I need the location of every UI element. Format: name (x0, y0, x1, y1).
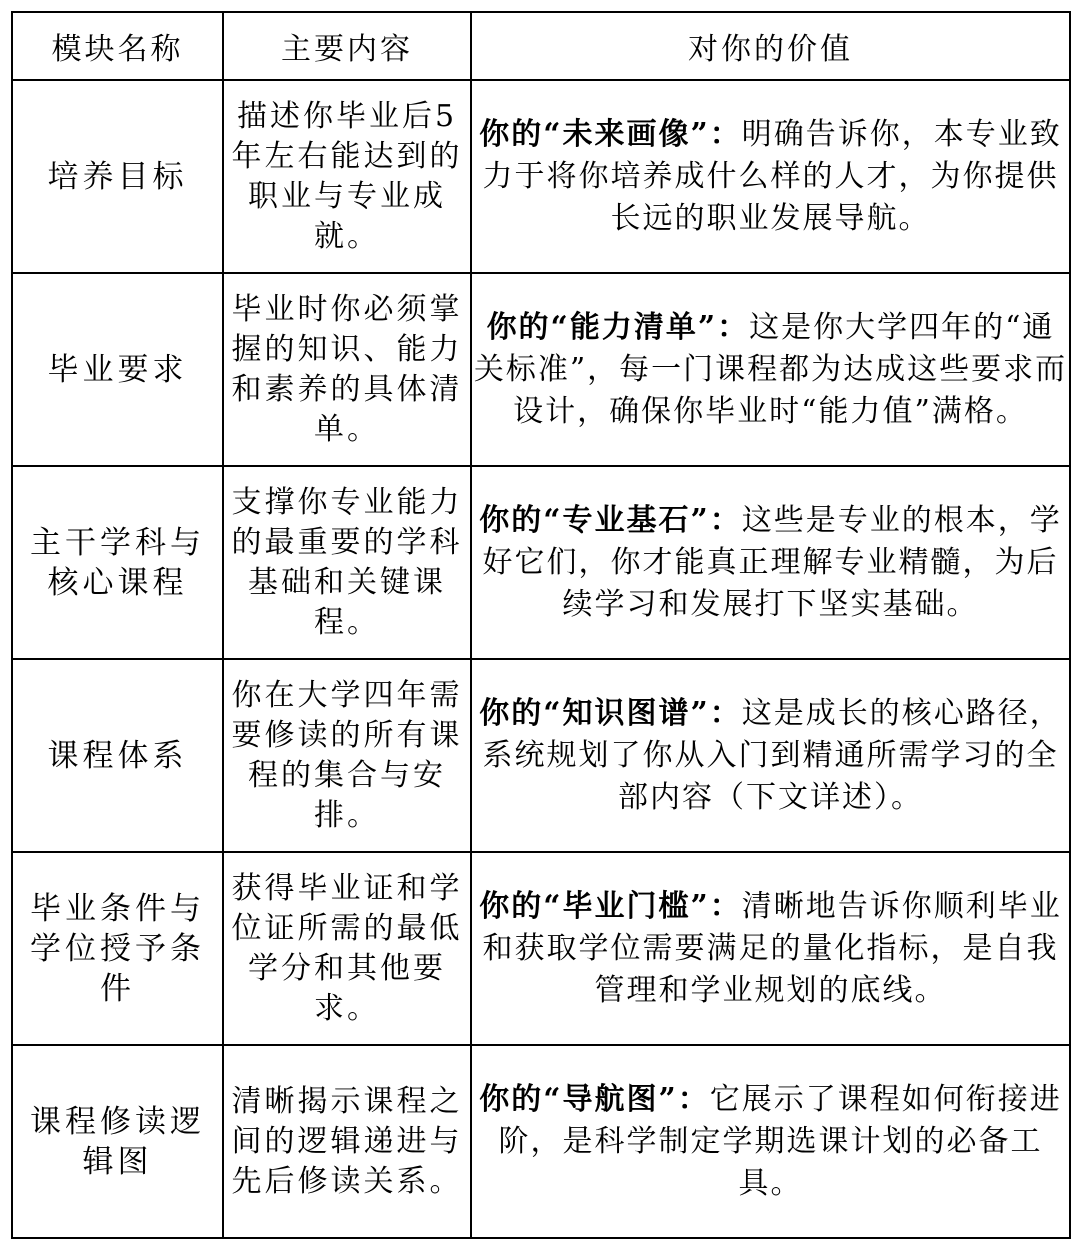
main-content-cell: 你在大学四年需要修读的所有课程的集合与安排。 (223, 659, 471, 852)
value-description-text: 它展示了课程如何衔接进阶，是科学制定学期选课计划的必备工具。 (498, 1081, 1062, 1201)
module-name-cell: 主干学科与核心课程 (12, 466, 223, 659)
module-table (11, 11, 1071, 1239)
value-lead-text: 你的“导航图”： (479, 1081, 710, 1117)
header-main-content: 主要内容 (223, 12, 471, 80)
module-name-cell: 课程体系 (12, 659, 223, 852)
main-content-cell: 清晰揭示课程之间的逻辑递进与先后修读关系。 (223, 1045, 471, 1238)
header-value-to-you: 对你的价值 (471, 12, 1070, 80)
value-cell (471, 80, 1070, 273)
table-row (12, 80, 1070, 273)
main-content-cell: 描述你毕业后5年左右能达到的职业与专业成就。 (223, 80, 471, 273)
table-row (12, 466, 1070, 659)
value-lead-text: 你的“能力清单”： (486, 309, 750, 345)
module-name-cell: 毕业要求 (12, 273, 223, 466)
value-description-text: 这是成长的核心路径，系统规划了你从入门到精通所需学习的全部内容（下文详述）。 (482, 695, 1062, 815)
value-lead-text: 你的“未来画像”： (479, 116, 742, 152)
value-lead-text: 你的“毕业门槛”： (479, 888, 742, 924)
value-cell (471, 1045, 1070, 1238)
value-cell (471, 659, 1070, 852)
main-content-cell: 毕业时你必须掌握的知识、能力和素养的具体清单。 (223, 273, 471, 466)
value-description-text: 明确告诉你，本专业致力于将你培养成什么样的人才，为你提供长远的职业发展导航。 (482, 116, 1062, 236)
module-name-cell: 毕业条件与学位授予条件 (12, 852, 223, 1045)
table-row (12, 852, 1070, 1045)
main-content-cell: 获得毕业证和学位证所需的最低学分和其他要求。 (223, 852, 471, 1045)
value-lead-text: 你的“知识图谱”： (479, 695, 742, 731)
value-cell (471, 273, 1070, 466)
module-name-cell: 课程修读逻辑图 (12, 1045, 223, 1238)
table-row (12, 1045, 1070, 1238)
value-description-text: 这些是专业的根本，学好它们，你才能真正理解专业精髓，为后续学习和发展打下坚实基础。 (482, 502, 1062, 622)
value-description-text: 这是你大学四年的“通关标准”，每一门课程都为达成这些要求而设计，确保你毕业时“能力值”满格。 (473, 309, 1068, 429)
table-row (12, 273, 1070, 466)
table-row (12, 659, 1070, 852)
value-description-text: 清晰地告诉你顺利毕业和获取学位需要满足的量化指标，是自我管理和学业规划的底线。 (482, 888, 1062, 1008)
table-header-row (12, 12, 1070, 80)
value-cell (471, 852, 1070, 1045)
value-cell (471, 466, 1070, 659)
module-name-cell: 培养目标 (12, 80, 223, 273)
value-lead-text: 你的“专业基石”： (479, 502, 742, 538)
header-module-name: 模块名称 (12, 12, 223, 80)
main-content-cell: 支撑你专业能力的最重要的学科基础和关键课程。 (223, 466, 471, 659)
